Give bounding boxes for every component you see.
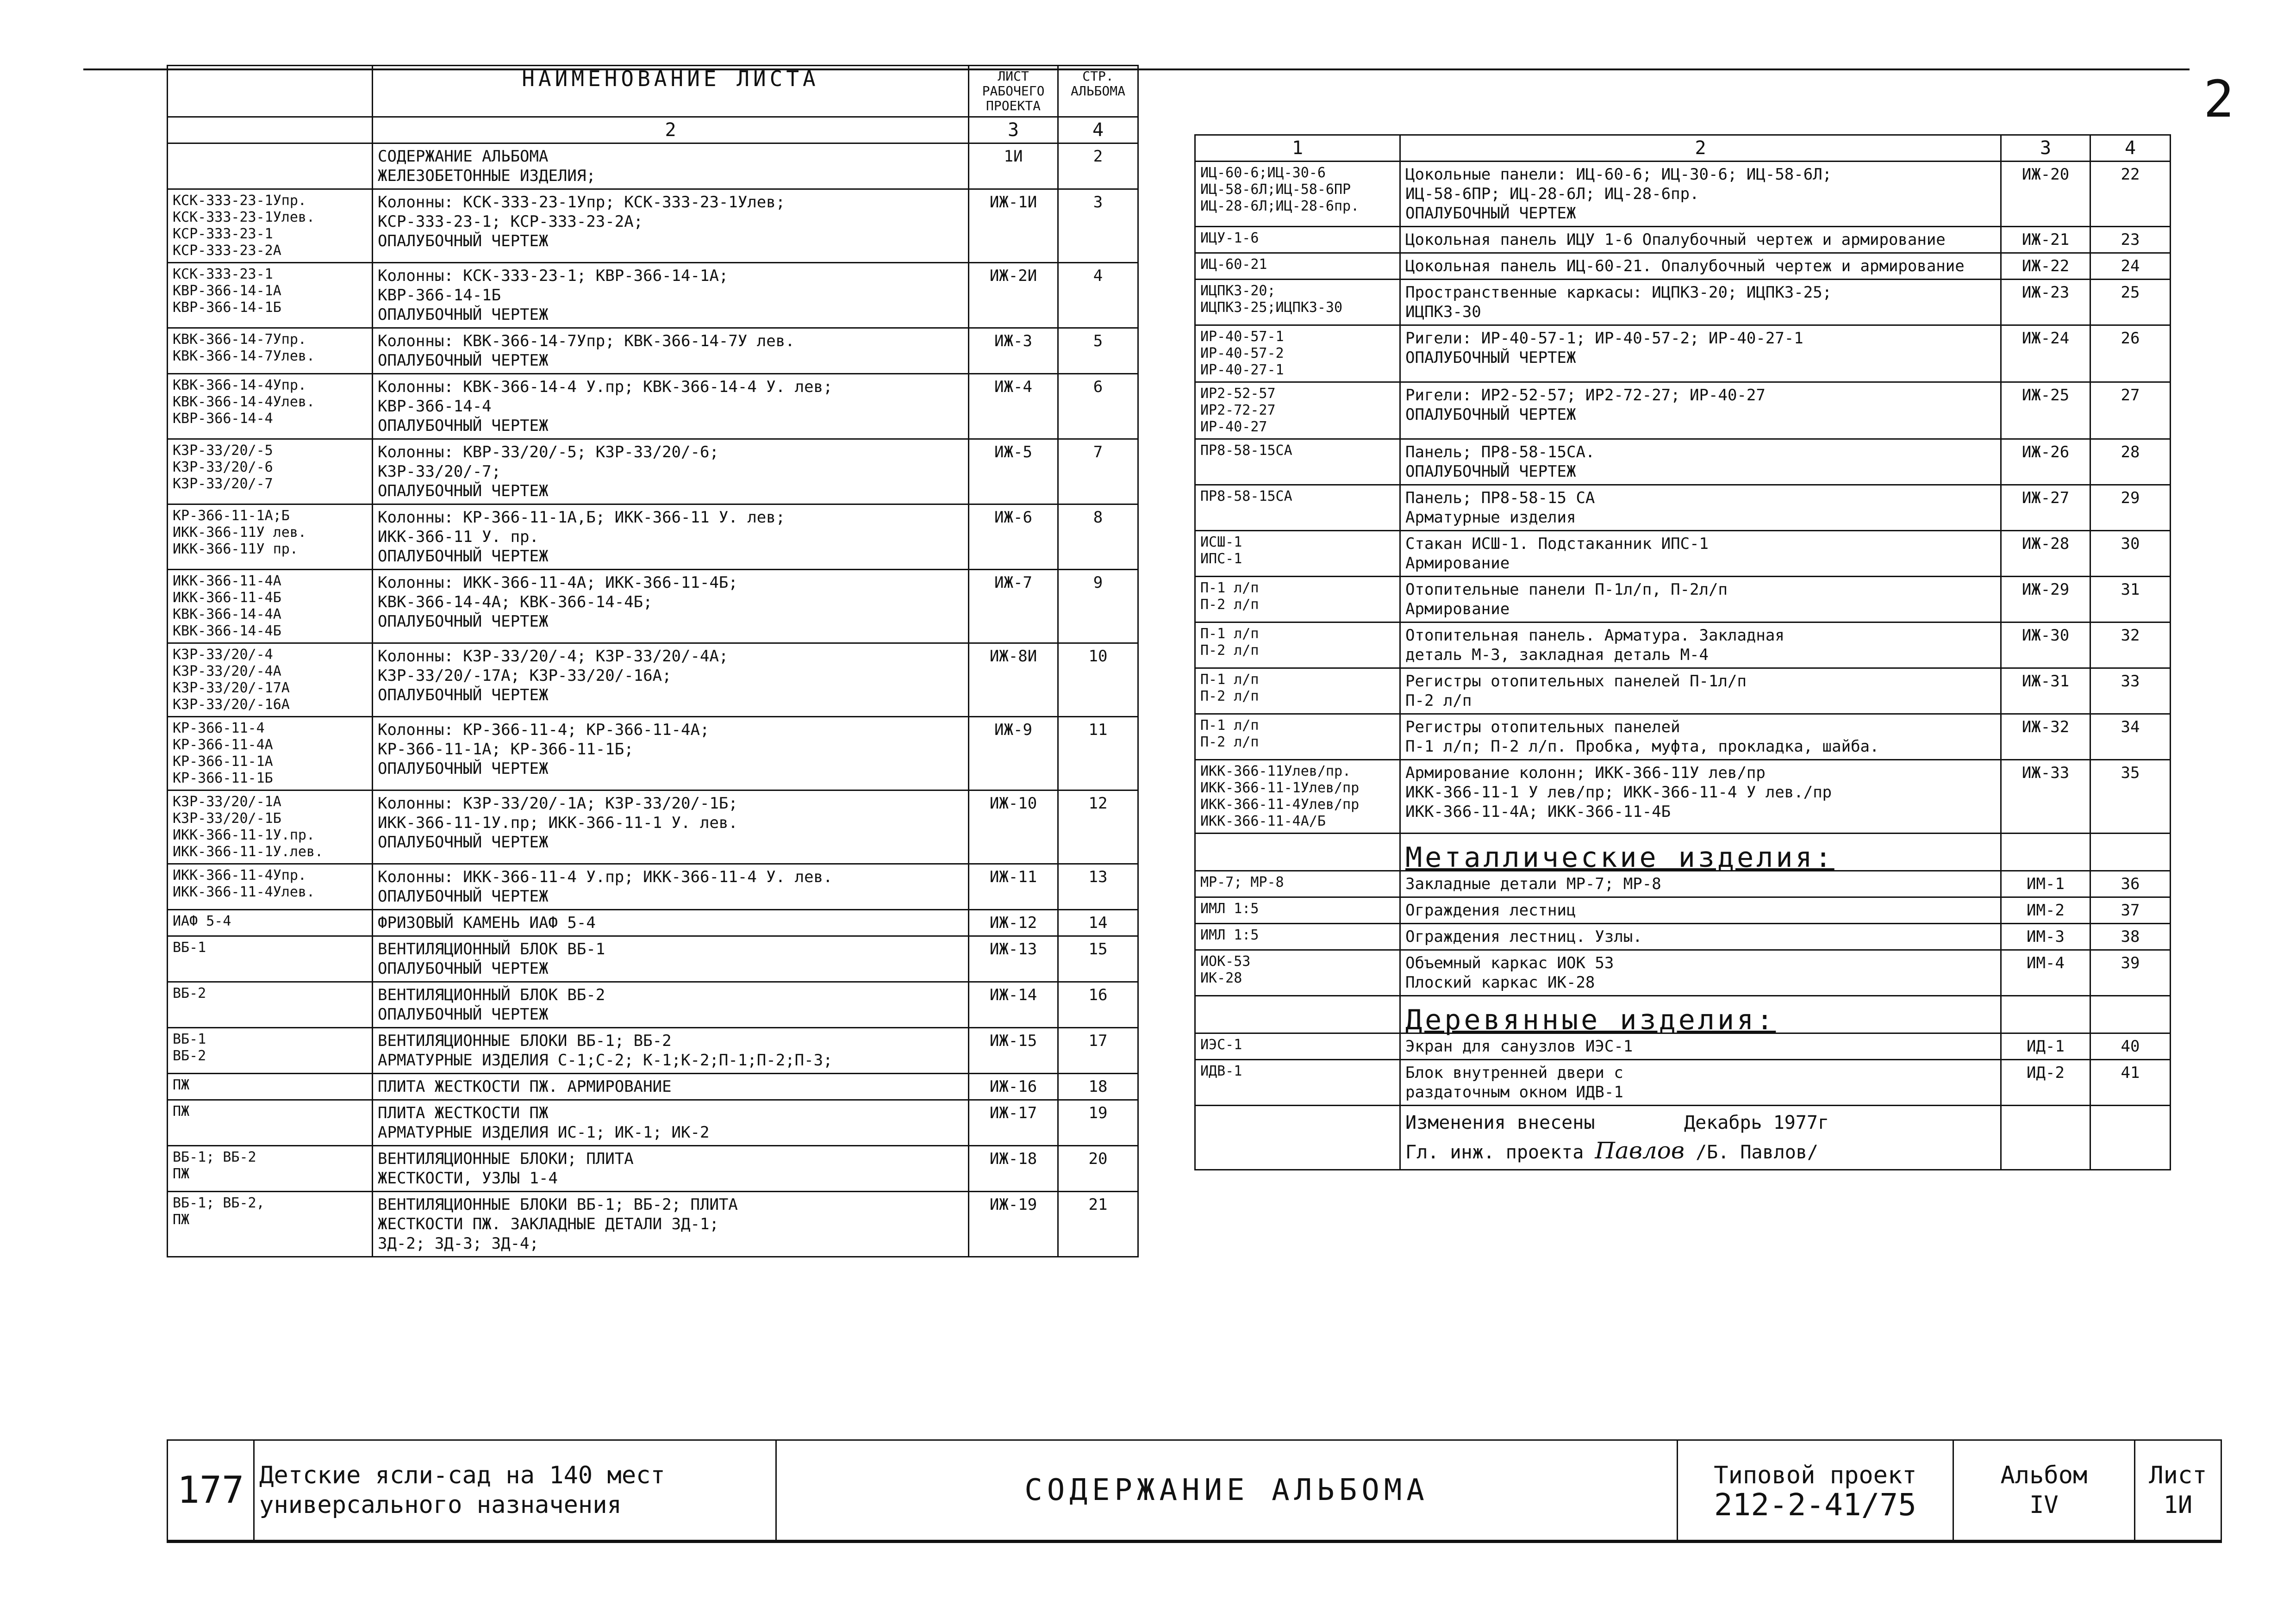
table-row bbox=[1195, 577, 2171, 622]
blank-cell bbox=[1195, 1106, 1400, 1170]
row-sheet-number: ИЖ-24 bbox=[2001, 325, 2090, 382]
row-title: ПЛИТА ЖЕСТКОСТИ ПЖ. АРМИРОВАНИЕ bbox=[373, 1074, 969, 1100]
typical-project-label: Типовой проект bbox=[1714, 1462, 1917, 1489]
row-sheet-number: ИЖ-25 bbox=[2001, 382, 2090, 439]
row-page-number: 26 bbox=[2090, 325, 2171, 382]
row-page-number: 40 bbox=[2090, 1033, 2171, 1060]
row-sheet-number: ИЖ-30 bbox=[2001, 622, 2090, 668]
row-page-number: 23 bbox=[2090, 227, 2171, 253]
row-sheet-number: ИЖ-1И bbox=[969, 189, 1058, 263]
row-sheet-number: ИМ-3 bbox=[2001, 924, 2090, 950]
notes-section bbox=[1195, 1106, 2171, 1170]
title-block-row bbox=[168, 1440, 2221, 1541]
row-codes: ИМЛ 1:5 bbox=[1195, 897, 1400, 924]
row-sheet-number: ИЖ-7 bbox=[969, 570, 1058, 643]
row-sheet-number: ИЖ-15 bbox=[969, 1028, 1058, 1074]
row-sheet-number: ИЖ-31 bbox=[2001, 668, 2090, 714]
row-sheet-number: ИЖ-14 bbox=[969, 982, 1058, 1028]
table-row bbox=[168, 982, 1138, 1028]
row-sheet-number: ИЖ-10 bbox=[969, 790, 1058, 864]
sheet-title: СОДЕРЖАНИЕ АЛЬБОМА bbox=[776, 1440, 1677, 1541]
changes-row bbox=[1195, 1106, 2171, 1170]
row-codes: П-1 л/п П-2 л/п bbox=[1195, 577, 1400, 622]
table-row bbox=[168, 328, 1138, 374]
row-title: ВЕНТИЛЯЦИОННЫЙ БЛОК ВБ-2 ОПАЛУБОЧНЫЙ ЧЕРТЕЖ bbox=[373, 982, 969, 1028]
row-codes: КР-366-11-1А;Б ИКК-366-11У лев. ИКК-366-11У пр. bbox=[168, 504, 373, 570]
table-row bbox=[168, 910, 1138, 936]
row-title: Регистры отопительных панелей П-1л/п П-2 л/п bbox=[1400, 668, 2001, 714]
row-codes: КСК-333-23-1 КВР-366-14-1А КВР-366-14-1Б bbox=[168, 263, 373, 328]
row-title: Регистры отопительных панелей П-1 л/п; П-2 л/п. Пробка, муфта, прокладка, шайба. bbox=[1400, 714, 2001, 760]
row-sheet-number: ИЖ-29 bbox=[2001, 577, 2090, 622]
col-number-blank bbox=[168, 117, 373, 143]
row-sheet-number: ИЖ-16 bbox=[969, 1074, 1058, 1100]
col-number-2: 2 bbox=[1400, 135, 2001, 162]
album-cell bbox=[1953, 1440, 2135, 1541]
row-codes: П-1 л/п П-2 л/п bbox=[1195, 622, 1400, 668]
row-codes: ВБ-1; ВБ-2, ПЖ bbox=[168, 1192, 373, 1257]
row-page-number: 30 bbox=[2090, 531, 2171, 577]
metal-table-body bbox=[1195, 871, 2171, 996]
row-codes: КСК-333-23-1Упр. КСК-333-23-1Улев. КСР-333-23-1 КСР-333-23-2А bbox=[168, 189, 373, 263]
row-page-number: 37 bbox=[2090, 897, 2171, 924]
row-sheet-number: ИЖ-23 bbox=[2001, 280, 2090, 325]
row-title: ПЛИТА ЖЕСТКОСТИ ПЖ АРМАТУРНЫЕ ИЗДЕЛИЯ ИС-1; ИК-1; ИК-2 bbox=[373, 1100, 969, 1146]
row-sheet-number: ИД-1 bbox=[2001, 1033, 2090, 1060]
row-sheet-number: ИМ-1 bbox=[2001, 871, 2090, 897]
row-sheet-number: ИМ-2 bbox=[2001, 897, 2090, 924]
row-codes bbox=[168, 143, 373, 189]
table-row bbox=[168, 790, 1138, 864]
row-title: Колонны: КВР-33/20/-5; КЗР-33/20/-6; КЗР-33/20/-7; ОПАЛУБОЧНЫЙ ЧЕРТЕЖ bbox=[373, 439, 969, 504]
row-sheet-number: ИЖ-2И bbox=[969, 263, 1058, 328]
row-codes: ИСШ-1 ИПС-1 bbox=[1195, 531, 1400, 577]
row-title: ФРИЗОВЫЙ КАМЕНЬ ИАФ 5-4 bbox=[373, 910, 969, 936]
row-title: ВЕНТИЛЯЦИОННЫЕ БЛОКИ ВБ-1; ВБ-2 АРМАТУРНЫЕ ИЗДЕЛИЯ С-1;С-2; К-1;К-2;П-1;П-2;П-3; bbox=[373, 1028, 969, 1074]
row-sheet-number: ИЖ-26 bbox=[2001, 439, 2090, 485]
row-title: Стакан ИСШ-1. Подстаканник ИПС-1 Армирование bbox=[1400, 531, 2001, 577]
title-block bbox=[167, 1439, 2222, 1541]
table-row bbox=[168, 143, 1138, 189]
row-codes: КЗР-33/20/-1А КЗР-33/20/-1Б ИКК-366-11-1У.пр. ИКК-366-11-1У.лев. bbox=[168, 790, 373, 864]
row-sheet-number: ИЖ-5 bbox=[969, 439, 1058, 504]
row-title: Панель; ПР8-58-15СА. ОПАЛУБОЧНЫЙ ЧЕРТЕЖ bbox=[1400, 439, 2001, 485]
row-title: Колонны: КСК-333-23-1Упр; КСК-333-23-1Улев; КСР-333-23-1; КСР-333-23-2А; ОПАЛУБОЧНЫЙ ЧЕРТЕЖ bbox=[373, 189, 969, 263]
row-sheet-number: ИЖ-32 bbox=[2001, 714, 2090, 760]
table-row bbox=[1195, 950, 2171, 996]
row-page-number: 31 bbox=[2090, 577, 2171, 622]
row-page-number: 3 bbox=[1058, 189, 1138, 263]
table-row bbox=[168, 504, 1138, 570]
album-label: Альбом bbox=[2000, 1462, 2088, 1489]
table-row bbox=[1195, 162, 2171, 227]
row-sheet-number: ИЖ-11 bbox=[969, 864, 1058, 910]
table-row bbox=[168, 1074, 1138, 1100]
row-sheet-number: ИЖ-27 bbox=[2001, 485, 2090, 531]
table-row bbox=[168, 1028, 1138, 1074]
name-header: НАИМЕНОВАНИЕ ЛИСТА bbox=[373, 66, 969, 117]
row-title: Колонны: КВК-366-14-7Упр; КВК-366-14-7У лев. ОПАЛУБОЧНЫЙ ЧЕРТЕЖ bbox=[373, 328, 969, 374]
drawing-number: 177 bbox=[168, 1440, 254, 1541]
table-row bbox=[1195, 485, 2171, 531]
table-row bbox=[1195, 622, 2171, 668]
left-col-numbers bbox=[168, 117, 1138, 143]
row-sheet-number: ИЖ-6 bbox=[969, 504, 1058, 570]
row-codes: ИЦ-60-6;ИЦ-30-6 ИЦ-58-6Л;ИЦ-58-6ПР ИЦ-28-6Л;ИЦ-28-6пр. bbox=[1195, 162, 1400, 227]
blank-cell bbox=[1195, 834, 1400, 871]
row-sheet-number: ИЖ-3 bbox=[969, 328, 1058, 374]
row-page-number: 11 bbox=[1058, 717, 1138, 790]
table-row bbox=[1195, 253, 2171, 280]
row-sheet-number: 1И bbox=[969, 143, 1058, 189]
right-col-numbers bbox=[1195, 135, 2171, 162]
row-sheet-number: ИД-2 bbox=[2001, 1060, 2090, 1106]
table-row bbox=[1195, 325, 2171, 382]
table-row bbox=[168, 1100, 1138, 1146]
row-codes: ИЭС-1 bbox=[1195, 1033, 1400, 1060]
row-title: Армирование колонн; ИКК-366-11У лев/пр ИКК-366-11-1 У лев/пр; ИКК-366-11-4 У лев./пр ИКК-366-11-4А; ИКК-366-11-4Б bbox=[1400, 760, 2001, 834]
row-title: Закладные детали МР-7; МР-8 bbox=[1400, 871, 2001, 897]
row-page-number: 15 bbox=[1058, 936, 1138, 982]
table-row bbox=[168, 936, 1138, 982]
row-page-number: 13 bbox=[1058, 864, 1138, 910]
table-row bbox=[1195, 227, 2171, 253]
blank-cell bbox=[2090, 996, 2171, 1033]
row-sheet-number: ИЖ-21 bbox=[2001, 227, 2090, 253]
row-title: Отопительная панель. Арматура. Закладная деталь М-3, закладная деталь М-4 bbox=[1400, 622, 2001, 668]
row-title: Колонны: КЗР-33/20/-4; КЗР-33/20/-4А; КЗР-33/20/-17А; КЗР-33/20/-16А; ОПАЛУБОЧНЫЙ ЧЕРТЕЖ bbox=[373, 643, 969, 717]
row-page-number: 16 bbox=[1058, 982, 1138, 1028]
table-row bbox=[1195, 668, 2171, 714]
typical-project-number: 212-2-41/75 bbox=[1714, 1487, 1916, 1523]
corner-page-number: 2 bbox=[2203, 69, 2234, 129]
row-codes: ИОК-53 ИК-28 bbox=[1195, 950, 1400, 996]
row-page-number: 18 bbox=[1058, 1074, 1138, 1100]
row-title: Экран для санузлов ИЭС-1 bbox=[1400, 1033, 2001, 1060]
row-page-number: 39 bbox=[2090, 950, 2171, 996]
row-title: Колонны: КЗР-33/20/-1А; КЗР-33/20/-1Б; ИКК-366-11-1У.пр; ИКК-366-11-1 У. лев. ОПАЛУБОЧНЫЙ ЧЕРТЕЖ bbox=[373, 790, 969, 864]
table-row bbox=[168, 263, 1138, 328]
sheet-number: 1И bbox=[2163, 1491, 2193, 1519]
typical-project bbox=[1677, 1440, 1953, 1541]
row-page-number: 25 bbox=[2090, 280, 2171, 325]
row-page-number: 38 bbox=[2090, 924, 2171, 950]
row-page-number: 24 bbox=[2090, 253, 2171, 280]
row-sheet-number: ИЖ-9 bbox=[969, 717, 1058, 790]
table-row bbox=[1195, 1060, 2171, 1106]
col-number-3: 3 bbox=[969, 117, 1058, 143]
row-page-number: 7 bbox=[1058, 439, 1138, 504]
sheet-label: Лист bbox=[2149, 1462, 2207, 1489]
row-page-number: 12 bbox=[1058, 790, 1138, 864]
row-page-number: 35 bbox=[2090, 760, 2171, 834]
blank-cell bbox=[2090, 834, 2171, 871]
changes-date: Декабрь 1977г bbox=[1684, 1112, 1829, 1133]
table-row bbox=[1195, 871, 2171, 897]
blank-cell bbox=[1195, 996, 1400, 1033]
blank-cell bbox=[2001, 996, 2090, 1033]
wood-section-title: Деревянные изделия: bbox=[1400, 996, 2001, 1033]
row-codes: ПР8-58-15СА bbox=[1195, 485, 1400, 531]
row-codes: КР-366-11-4 КР-366-11-4А КР-366-11-1А КР-366-11-1Б bbox=[168, 717, 373, 790]
row-sheet-number: ИЖ-12 bbox=[969, 910, 1058, 936]
row-page-number: 8 bbox=[1058, 504, 1138, 570]
row-title: Объемный каркас ИОК 53 Плоский каркас ИК-28 bbox=[1400, 950, 2001, 996]
row-title: Колонны: ИКК-366-11-4А; ИКК-366-11-4Б; КВК-366-14-4А; КВК-366-14-4Б; ОПАЛУБОЧНЫЙ ЧЕРТЕЖ bbox=[373, 570, 969, 643]
row-page-number: 4 bbox=[1058, 263, 1138, 328]
row-sheet-number: ИЖ-19 bbox=[969, 1192, 1058, 1257]
row-codes: КВК-366-14-4Упр. КВК-366-14-4Улев. КВР-366-14-4 bbox=[168, 374, 373, 439]
row-page-number: 41 bbox=[2090, 1060, 2171, 1106]
col-number-3: 3 bbox=[2001, 135, 2090, 162]
blank-cell bbox=[2001, 1106, 2090, 1170]
right-table-body bbox=[1195, 162, 2171, 834]
row-title: Ограждения лестниц. Узлы. bbox=[1400, 924, 2001, 950]
row-codes: ИЦУ-1-6 bbox=[1195, 227, 1400, 253]
table-row bbox=[1195, 439, 2171, 485]
table-row bbox=[1195, 924, 2171, 950]
row-codes: ИКК-366-11Улев/пр. ИКК-366-11-1Улев/пр ИКК-366-11-4Улев/пр ИКК-366-11-4А/Б bbox=[1195, 760, 1400, 834]
row-title: Пространственные каркасы: ИЦПК3-20; ИЦПК3-25; ИЦПК3-30 bbox=[1400, 280, 2001, 325]
col-number-1: 1 bbox=[1195, 135, 1400, 162]
row-title: Цокольная панель ИЦУ 1-6 Опалубочный чертеж и армирование bbox=[1400, 227, 2001, 253]
row-codes: КВК-366-14-7Упр. КВК-366-14-7Улев. bbox=[168, 328, 373, 374]
row-title: Колонны: ИКК-366-11-4 У.пр; ИКК-366-11-4 У. лев. ОПАЛУБОЧНЫЙ ЧЕРТЕЖ bbox=[373, 864, 969, 910]
codes-header bbox=[168, 66, 373, 117]
page-header: СТР. АЛЬБОМА bbox=[1058, 66, 1138, 117]
table-row bbox=[168, 374, 1138, 439]
metal-section bbox=[1195, 834, 2171, 874]
chief-signature: Павлов bbox=[1595, 1137, 1685, 1164]
blank-cell bbox=[2090, 1106, 2171, 1170]
col-number-2: 2 bbox=[373, 117, 969, 143]
table-row bbox=[1195, 760, 2171, 834]
row-page-number: 17 bbox=[1058, 1028, 1138, 1074]
row-title: Ограждения лестниц bbox=[1400, 897, 2001, 924]
table-row bbox=[1195, 280, 2171, 325]
table-row bbox=[1195, 714, 2171, 760]
row-title: Колонны: КВК-366-14-4 У.пр; КВК-366-14-4 У. лев; КВР-366-14-4 ОПАЛУБОЧНЫЙ ЧЕРТЕЖ bbox=[373, 374, 969, 439]
row-codes: ВБ-1; ВБ-2 ПЖ bbox=[168, 1146, 373, 1192]
row-sheet-number: ИЖ-20 bbox=[2001, 162, 2090, 227]
row-sheet-number: ИЖ-33 bbox=[2001, 760, 2090, 834]
row-codes: ИКК-366-11-4Упр. ИКК-366-11-4Улев. bbox=[168, 864, 373, 910]
row-page-number: 29 bbox=[2090, 485, 2171, 531]
right-contents-table bbox=[1194, 134, 2171, 1170]
table-row bbox=[168, 864, 1138, 910]
table-row bbox=[168, 643, 1138, 717]
row-codes: ИМЛ 1:5 bbox=[1195, 924, 1400, 950]
table-row bbox=[1195, 531, 2171, 577]
row-sheet-number: ИМ-4 bbox=[2001, 950, 2090, 996]
row-page-number: 27 bbox=[2090, 382, 2171, 439]
row-codes: П-1 л/п П-2 л/п bbox=[1195, 668, 1400, 714]
row-page-number: 34 bbox=[2090, 714, 2171, 760]
row-page-number: 33 bbox=[2090, 668, 2171, 714]
row-title: Ригели: ИР-40-57-1; ИР-40-57-2; ИР-40-27-1 ОПАЛУБОЧНЫЙ ЧЕРТЕЖ bbox=[1400, 325, 2001, 382]
col-number-4: 4 bbox=[1058, 117, 1138, 143]
row-codes: ВБ-1 ВБ-2 bbox=[168, 1028, 373, 1074]
table-row bbox=[168, 1146, 1138, 1192]
row-page-number: 5 bbox=[1058, 328, 1138, 374]
row-codes: ИЦ-60-21 bbox=[1195, 253, 1400, 280]
row-title: Панель; ПР8-58-15 СА Арматурные изделия bbox=[1400, 485, 2001, 531]
row-codes: ИДВ-1 bbox=[1195, 1060, 1400, 1106]
sheet-cell bbox=[2134, 1440, 2221, 1541]
row-page-number: 19 bbox=[1058, 1100, 1138, 1146]
left-header-row bbox=[168, 66, 1138, 117]
row-sheet-number: ИЖ-28 bbox=[2001, 531, 2090, 577]
row-title: Цокольные панели: ИЦ-60-6; ИЦ-30-6; ИЦ-58-6Л; ИЦ-58-6ПР; ИЦ-28-6Л; ИЦ-28-6пр. ОПАЛУБОЧНЫЙ ЧЕРТЕЖ bbox=[1400, 162, 2001, 227]
row-title: Отопительные панели П-1л/п, П-2л/п Армирование bbox=[1400, 577, 2001, 622]
row-sheet-number: ИЖ-4 bbox=[969, 374, 1058, 439]
row-codes: ИЦПК3-20; ИЦПК3-25;ИЦПК3-30 bbox=[1195, 280, 1400, 325]
row-page-number: 2 bbox=[1058, 143, 1138, 189]
row-title: ВЕНТИЛЯЦИОННЫЕ БЛОКИ ВБ-1; ВБ-2; ПЛИТА ЖЕСТКОСТИ ПЖ. ЗАКЛАДНЫЕ ДЕТАЛИ ЗД-1; ЗД-2; ЗД-3; ЗД-4; bbox=[373, 1192, 969, 1257]
table-row bbox=[168, 717, 1138, 790]
row-page-number: 6 bbox=[1058, 374, 1138, 439]
row-codes: КЗР-33/20/-4 КЗР-33/20/-4А КЗР-33/20/-17А КЗР-33/20/-16А bbox=[168, 643, 373, 717]
row-title: ВЕНТИЛЯЦИОННЫЕ БЛОКИ; ПЛИТА ЖЕСТКОСТИ, УЗЛЫ 1-4 bbox=[373, 1146, 969, 1192]
row-sheet-number: ИЖ-8И bbox=[969, 643, 1058, 717]
table-row bbox=[1195, 1033, 2171, 1060]
left-contents-table bbox=[167, 65, 1139, 1257]
col-number-4: 4 bbox=[2090, 135, 2171, 162]
row-codes: КЗР-33/20/-5 КЗР-33/20/-6 КЗР-33/20/-7 bbox=[168, 439, 373, 504]
row-title: СОДЕРЖАНИЕ АЛЬБОМА ЖЕЛЕЗОБЕТОННЫЕ ИЗДЕЛИЯ; bbox=[373, 143, 969, 189]
blank-cell bbox=[2001, 834, 2090, 871]
metal-section-title: Металлические изделия: bbox=[1400, 834, 2001, 871]
row-codes: ПЖ bbox=[168, 1074, 373, 1100]
project-name: Детские ясли-сад на 140 мест универсального назначения bbox=[254, 1440, 776, 1541]
row-title: Колонны: КСК-333-23-1; КВР-366-14-1А; КВР-366-14-1Б ОПАЛУБОЧНЫЙ ЧЕРТЕЖ bbox=[373, 263, 969, 328]
row-page-number: 36 bbox=[2090, 871, 2171, 897]
changes-label: Изменения внесены bbox=[1405, 1112, 1595, 1133]
row-sheet-number: ИЖ-18 bbox=[969, 1146, 1058, 1192]
row-page-number: 20 bbox=[1058, 1146, 1138, 1192]
row-codes: ПР8-58-15СА bbox=[1195, 439, 1400, 485]
row-sheet-number: ИЖ-13 bbox=[969, 936, 1058, 982]
row-codes: ИР2-52-57 ИР2-72-27 ИР-40-27 bbox=[1195, 382, 1400, 439]
row-page-number: 22 bbox=[2090, 162, 2171, 227]
row-page-number: 21 bbox=[1058, 1192, 1138, 1257]
row-codes: ПЖ bbox=[168, 1100, 373, 1146]
wood-table-body bbox=[1195, 1033, 2171, 1106]
row-title: Колонны: КР-366-11-1А,Б; ИКК-366-11 У. лев; ИКК-366-11 У. пр. ОПАЛУБОЧНЫЙ ЧЕРТЕЖ bbox=[373, 504, 969, 570]
table-row bbox=[1195, 382, 2171, 439]
table-row bbox=[168, 439, 1138, 504]
changes-cell bbox=[1400, 1106, 2001, 1170]
row-page-number: 32 bbox=[2090, 622, 2171, 668]
left-table-body bbox=[168, 143, 1138, 1257]
row-page-number: 10 bbox=[1058, 643, 1138, 717]
row-codes: ВБ-1 bbox=[168, 936, 373, 982]
chief-engineer-name: /Б. Павлов/ bbox=[1696, 1142, 1818, 1163]
table-row bbox=[168, 570, 1138, 643]
sheet-header: ЛИСТ РАБОЧЕГО ПРОЕКТА bbox=[969, 66, 1058, 117]
chief-engineer-label: Гл. инж. проекта bbox=[1405, 1142, 1584, 1163]
row-page-number: 14 bbox=[1058, 910, 1138, 936]
row-title: Блок внутренней двери с раздаточным окном ИДВ-1 bbox=[1400, 1060, 2001, 1106]
table-row bbox=[168, 189, 1138, 263]
row-title: ВЕНТИЛЯЦИОННЫЙ БЛОК ВБ-1 ОПАЛУБОЧНЫЙ ЧЕРТЕЖ bbox=[373, 936, 969, 982]
table-row bbox=[1195, 897, 2171, 924]
row-sheet-number: ИЖ-17 bbox=[969, 1100, 1058, 1146]
row-codes: ВБ-2 bbox=[168, 982, 373, 1028]
row-codes: П-1 л/п П-2 л/п bbox=[1195, 714, 1400, 760]
bottom-border-line bbox=[167, 1541, 2222, 1543]
row-codes: ИАФ 5-4 bbox=[168, 910, 373, 936]
row-codes: ИКК-366-11-4А ИКК-366-11-4Б КВК-366-14-4А КВК-366-14-4Б bbox=[168, 570, 373, 643]
album-number: IV bbox=[2029, 1491, 2059, 1519]
table-row bbox=[168, 1192, 1138, 1257]
row-title: Колонны: КР-366-11-4; КР-366-11-4А; КР-366-11-1А; КР-366-11-1Б; ОПАЛУБОЧНЫЙ ЧЕРТЕЖ bbox=[373, 717, 969, 790]
row-page-number: 9 bbox=[1058, 570, 1138, 643]
row-sheet-number: ИЖ-22 bbox=[2001, 253, 2090, 280]
wood-section-title-row bbox=[1195, 996, 2171, 1033]
row-title: Цокольная панель ИЦ-60-21. Опалубочный чертеж и армирование bbox=[1400, 253, 2001, 280]
wood-section bbox=[1195, 996, 2171, 1036]
row-title: Ригели: ИР2-52-57; ИР2-72-27; ИР-40-27 ОПАЛУБОЧНЫЙ ЧЕРТЕЖ bbox=[1400, 382, 2001, 439]
metal-section-title-row bbox=[1195, 834, 2171, 871]
row-codes: МР-7; МР-8 bbox=[1195, 871, 1400, 897]
row-codes: ИР-40-57-1 ИР-40-57-2 ИР-40-27-1 bbox=[1195, 325, 1400, 382]
row-page-number: 28 bbox=[2090, 439, 2171, 485]
